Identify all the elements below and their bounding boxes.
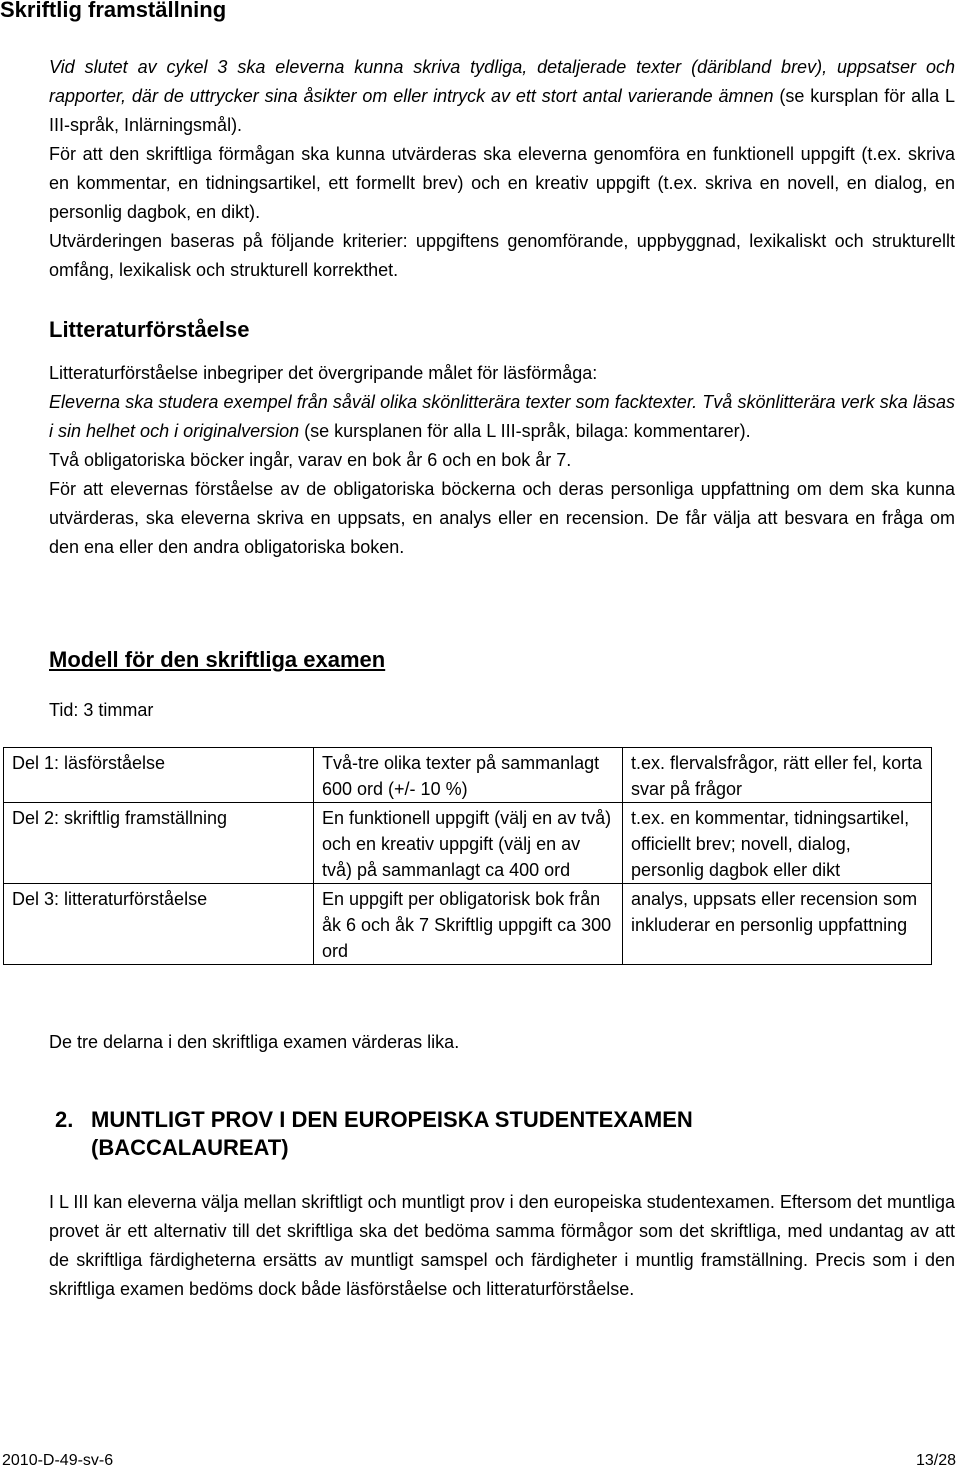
section-heading-litteratur: Litteraturförståelse <box>49 317 250 342</box>
italic-quote: Eleverna ska studera exempel från såväl olika skönlitterära texter som facktexter. Två skönlitterära verk ska läsas i sin helhet och i originalversion <box>49 392 955 441</box>
table-row <box>4 884 932 965</box>
paragraph-forstaelse: För att elevernas förståelse av de obligatoriska böckerna och deras personliga uppfattning om dem ska kunna utvärderas, ska eleverna skriva en uppsats, en analys eller en recension. De får välja att besvara en fråga om den ena eller den andra obligatoriska boken. <box>49 479 955 557</box>
section-title-line2: (BACCALAUREAT) <box>91 1135 289 1160</box>
table-cell-description: En uppgift per obligatorisk bok från åk 6 och åk 7 Skriftlig uppgift ca 300 ord <box>314 884 623 965</box>
table-cell-description: En funktionell uppgift (välj en av två) och en kreativ uppgift (välj en av två) på sammanlagt ca 400 ord <box>314 803 623 884</box>
table-row <box>4 748 932 803</box>
paragraph-uppgift: För att den skriftliga förmågan ska kunna utvärderas ska eleverna genomföra en funktionell uppgift (t.ex. skriva en kommentar, en tidningsartikel, ett formellt brev) och en kreativ uppgift (t.ex. skriva en novell, en dialog, en personlig dagbok, en dikt). <box>49 144 955 222</box>
section-body-litteratur <box>49 359 955 562</box>
section-number: 2. <box>55 1107 74 1132</box>
paragraph-text: (se kursplanen för alla L III-språk, bilaga: kommentarer). <box>299 421 751 441</box>
table-cell-examples: analys, uppsats eller recension som inkluderar en personlig uppfattning <box>623 884 932 965</box>
italic-quote: Vid slutet av cykel 3 ska eleverna kunna skriva tydliga, detaljerade texter (däribland brev), uppsatser och rapporter, där de uttrycker sina åsikter om eller intryck av ett stort antal varierande ämnen <box>49 57 955 106</box>
table-cell-description: Två-tre olika texter på sammanlagt 600 ord (+/- 10 %) <box>314 748 623 803</box>
table-cell-examples: t.ex. flervalsfrågor, rätt eller fel, korta svar på frågor <box>623 748 932 803</box>
paragraph-intro: Litteraturförståelse inbegriper det övergripande målet för läsförmåga: <box>49 363 598 383</box>
section-title-line1: MUNTLIGT PROV I DEN EUROPEISKA STUDENTEXAMEN <box>91 1107 693 1132</box>
paragraph-eleverna <box>49 388 955 446</box>
table-cell-part: Del 3: litteraturförståelse <box>4 884 314 965</box>
section-body-skriftlig <box>49 53 955 285</box>
paragraph-muntligt: I L III kan eleverna välja mellan skriftligt och muntligt prov i den europeiska studentexamen. Eftersom det muntliga provet är ett alternativ till det skriftliga ska det bedöma samma förmågor som det skriftliga, med undantag av att de skriftliga färdigheterna ersätts av muntligt samspel och färdigheter i muntlig framställning. Precis som i den skriftliga examen bedöms dock både läsförståelse och litteraturförståelse. <box>49 1192 955 1299</box>
table-row <box>4 803 932 884</box>
section-heading-modell: Modell för den skriftliga examen <box>49 647 386 672</box>
paragraph-kriterier: Utvärderingen baseras på följande kriterier: uppgiftens genomförande, uppbyggnad, lexikaliskt och strukturellt omfång, lexikalisk och strukturell korrekthet. <box>49 231 955 280</box>
table-cell-examples: t.ex. en kommentar, tidningsartikel, officiellt brev; novell, dialog, personlig dagbok eller dikt <box>623 803 932 884</box>
paragraph-bocker: Två obligatoriska böcker ingår, varav en bok år 6 och en bok år 7. <box>49 450 572 470</box>
table-cell-part: Del 2: skriftlig framställning <box>4 803 314 884</box>
table-cell-part: Del 1: läsförståelse <box>4 748 314 803</box>
footer-page-number: 13/28 <box>915 1452 956 1469</box>
time-label: Tid: 3 timmar <box>49 700 154 720</box>
section-heading-skriftlig: Skriftlig framställning <box>0 0 227 22</box>
footer-doc-id: 2010-D-49-sv-6 <box>2 1452 114 1469</box>
paragraph-text: (se kursplan för alla L III-språk, Inlärningsmål). <box>49 86 955 135</box>
paragraph-cykel <box>49 53 955 140</box>
section-body-muntligt <box>49 1188 955 1304</box>
exam-model-table <box>3 747 932 965</box>
weighting-note: De tre delarna i den skriftliga examen värderas lika. <box>49 1032 460 1052</box>
